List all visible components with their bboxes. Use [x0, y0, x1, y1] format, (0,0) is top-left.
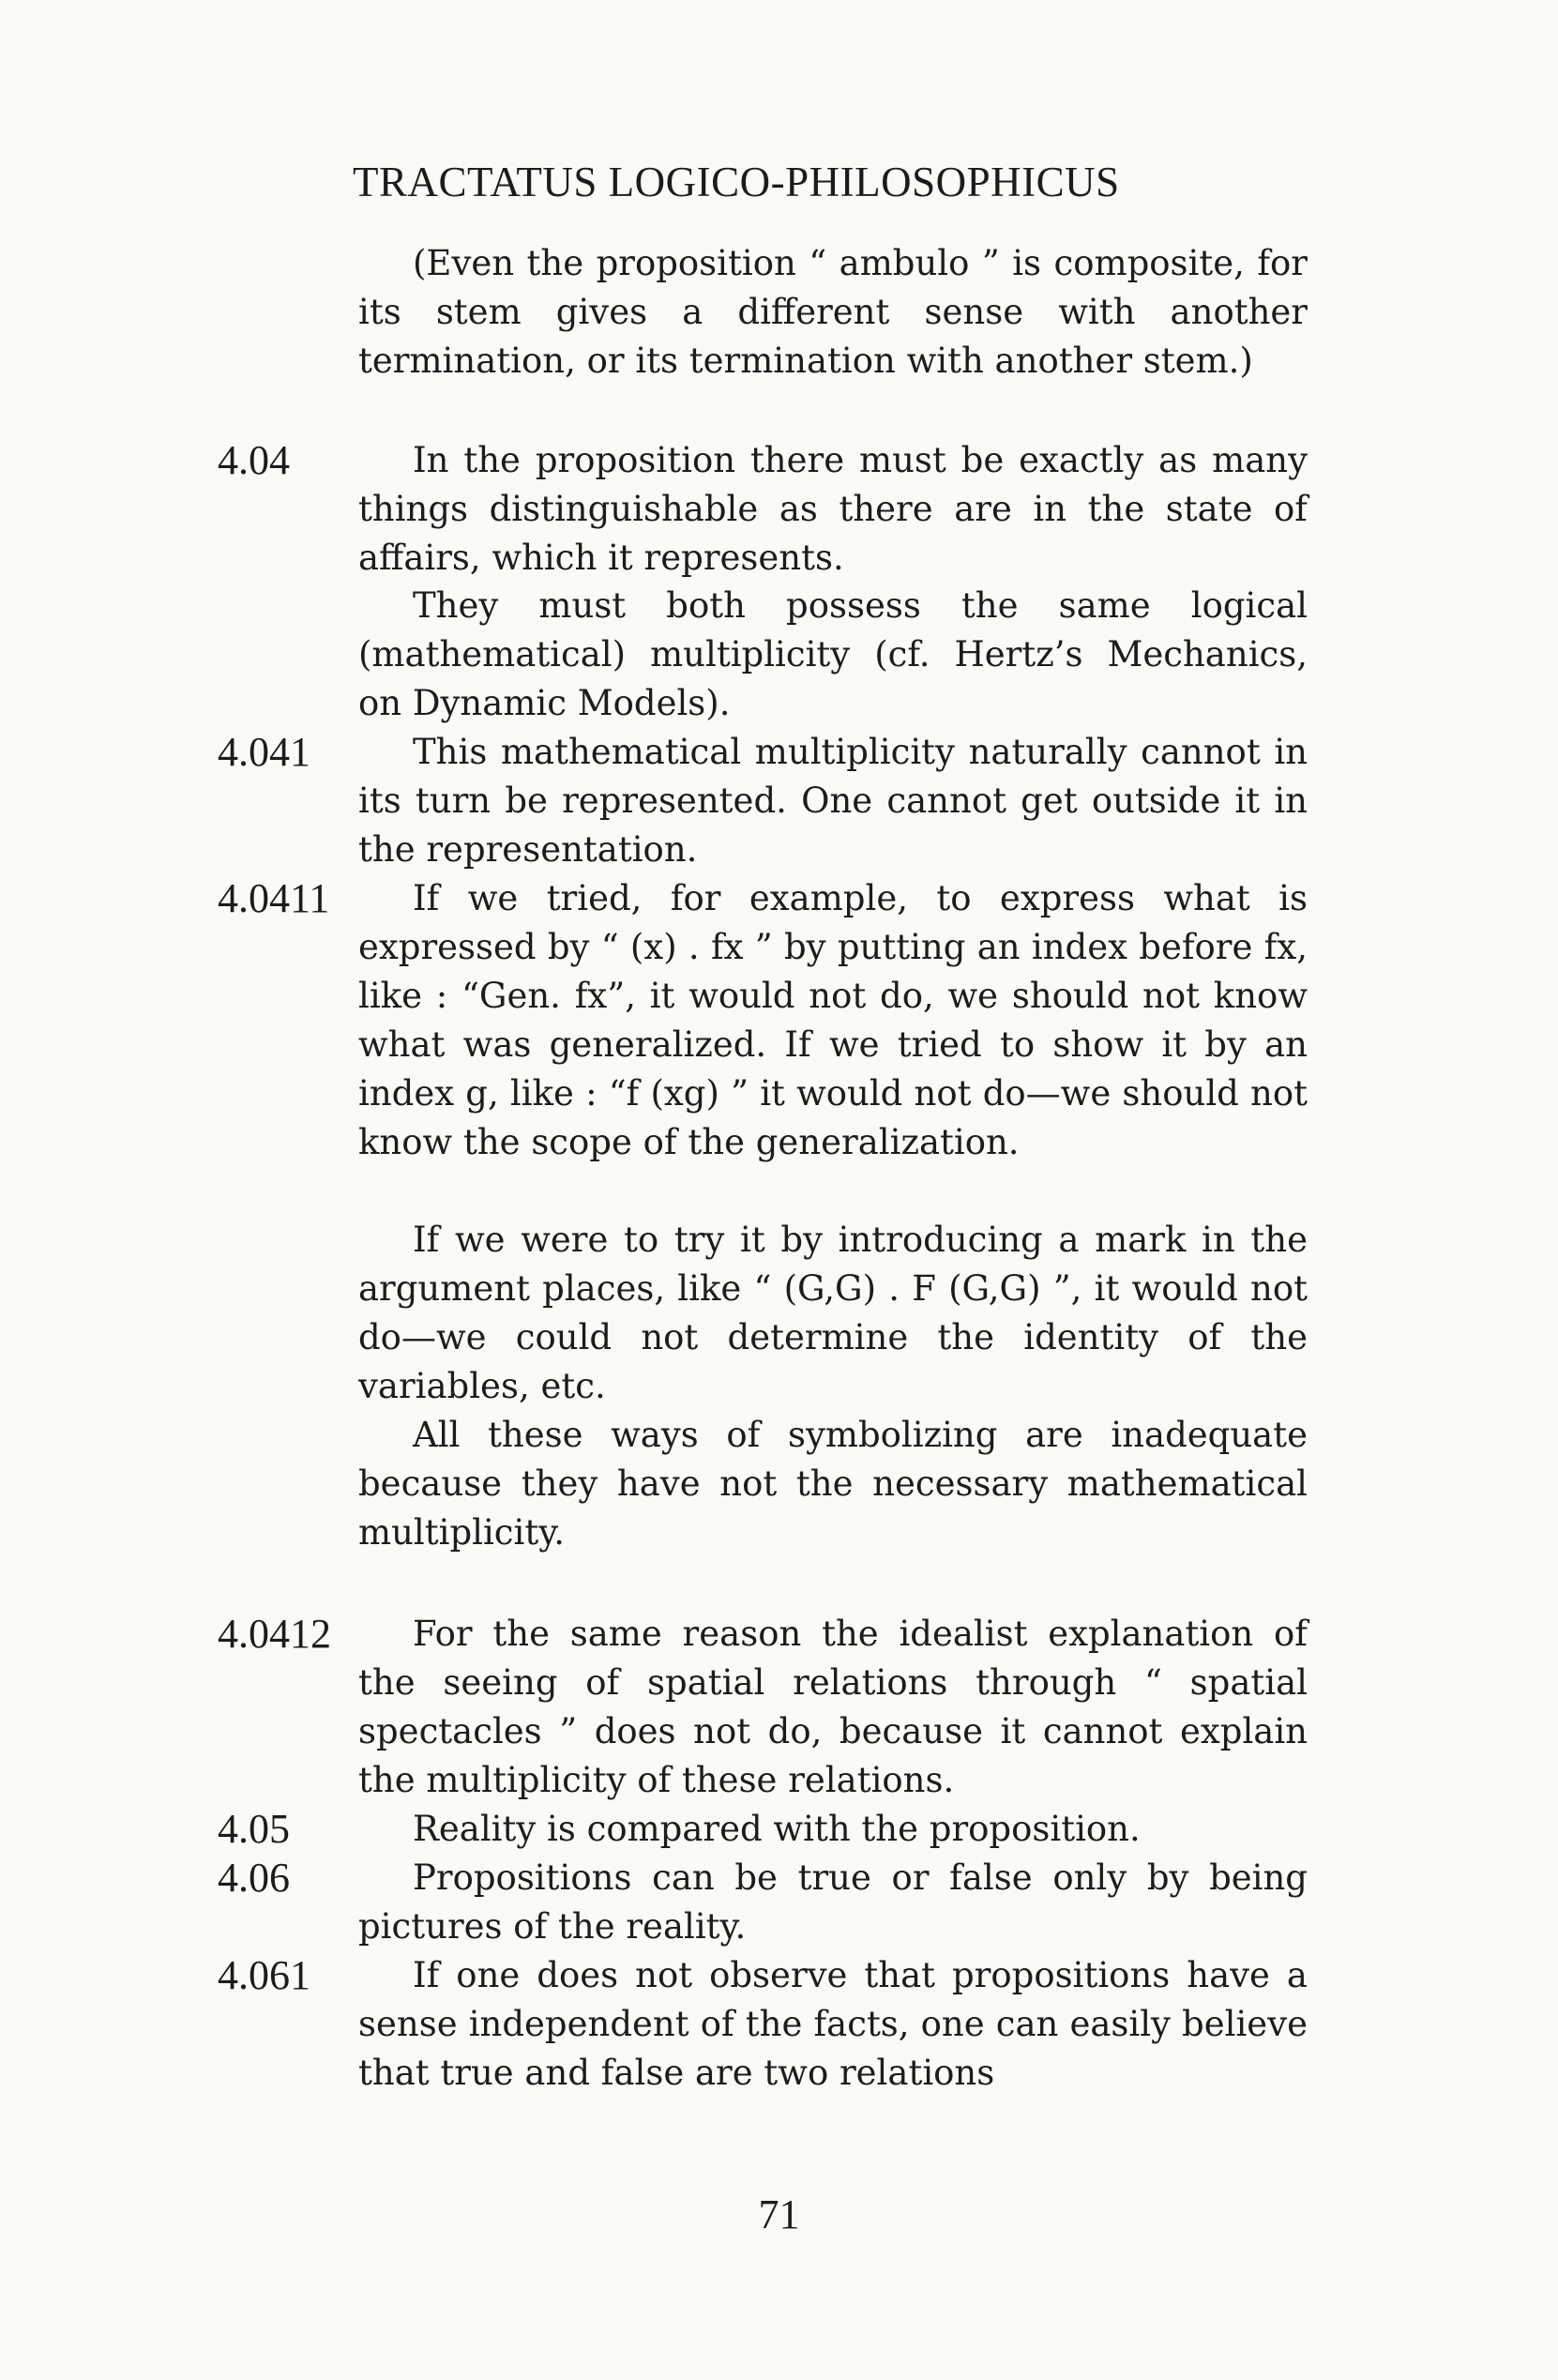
proposition-number: 4.0412 [218, 1611, 331, 1657]
paragraph: This mathematical multiplicity naturally cannot in its turn be represented. One cannot get outside it in the representation. [358, 732, 1308, 870]
paragraph: If we were to try it by introducing a mark in the argument places, like “ (G,G) . F (G,G) ”, it would not do—we could not determine the identity of the variables, etc. [358, 1220, 1308, 1406]
proposition-number: 4.05 [218, 1806, 290, 1852]
paragraph: For the same reason the idealist explanation of the seeing of spatial relations through “ spatial spectacles ” does not do, because it cannot explain the multiplicity of these relations. [358, 1614, 1308, 1800]
running-head: TRACTATUS LOGICO-PHILOSOPHICUS [353, 159, 1120, 205]
paragraph: Propositions can be true or false only by being pictures of the reality. [358, 1857, 1308, 1947]
paragraph: In the proposition there must be exactly as many things distinguishable as there are in the state of affairs, which it represents. [358, 440, 1308, 578]
paragraph: If one does not observe that propositions have a sense independent of the facts, one can easily believe that true and false are two relations [358, 1955, 1308, 2093]
paragraph: They must both possess the same logical (mathematical) multiplicity (cf. Hertz’s Mechanics, on Dynamic Models). [358, 585, 1308, 723]
paragraph: Reality is compared with the proposition. [413, 1809, 1141, 1849]
proposition-number: 4.04 [218, 437, 290, 483]
page-number: 71 [758, 2191, 800, 2237]
paragraph: If we tried, for example, to express what is expressed by “ (x) . fx ” by putting an index before fx, like : “Gen. fx”, it would not do, we should not know what was generalized. If we tried to show it by an index g, like : “f (xg) ” it would not do—we should not know the scope of the generalization. [358, 878, 1308, 1162]
proposition-number: 4.061 [218, 1952, 310, 1998]
proposition-number: 4.06 [218, 1855, 290, 1901]
proposition-number: 4.041 [218, 729, 310, 775]
paragraph: (Even the proposition “ ambulo ” is composite, for its stem gives a different sense with another termination, or its termination with another stem.) [358, 243, 1308, 381]
paragraph: All these ways of symbolizing are inadequate because they have not the necessary mathematical multiplicity. [358, 1415, 1308, 1553]
proposition-number: 4.0411 [218, 875, 330, 921]
